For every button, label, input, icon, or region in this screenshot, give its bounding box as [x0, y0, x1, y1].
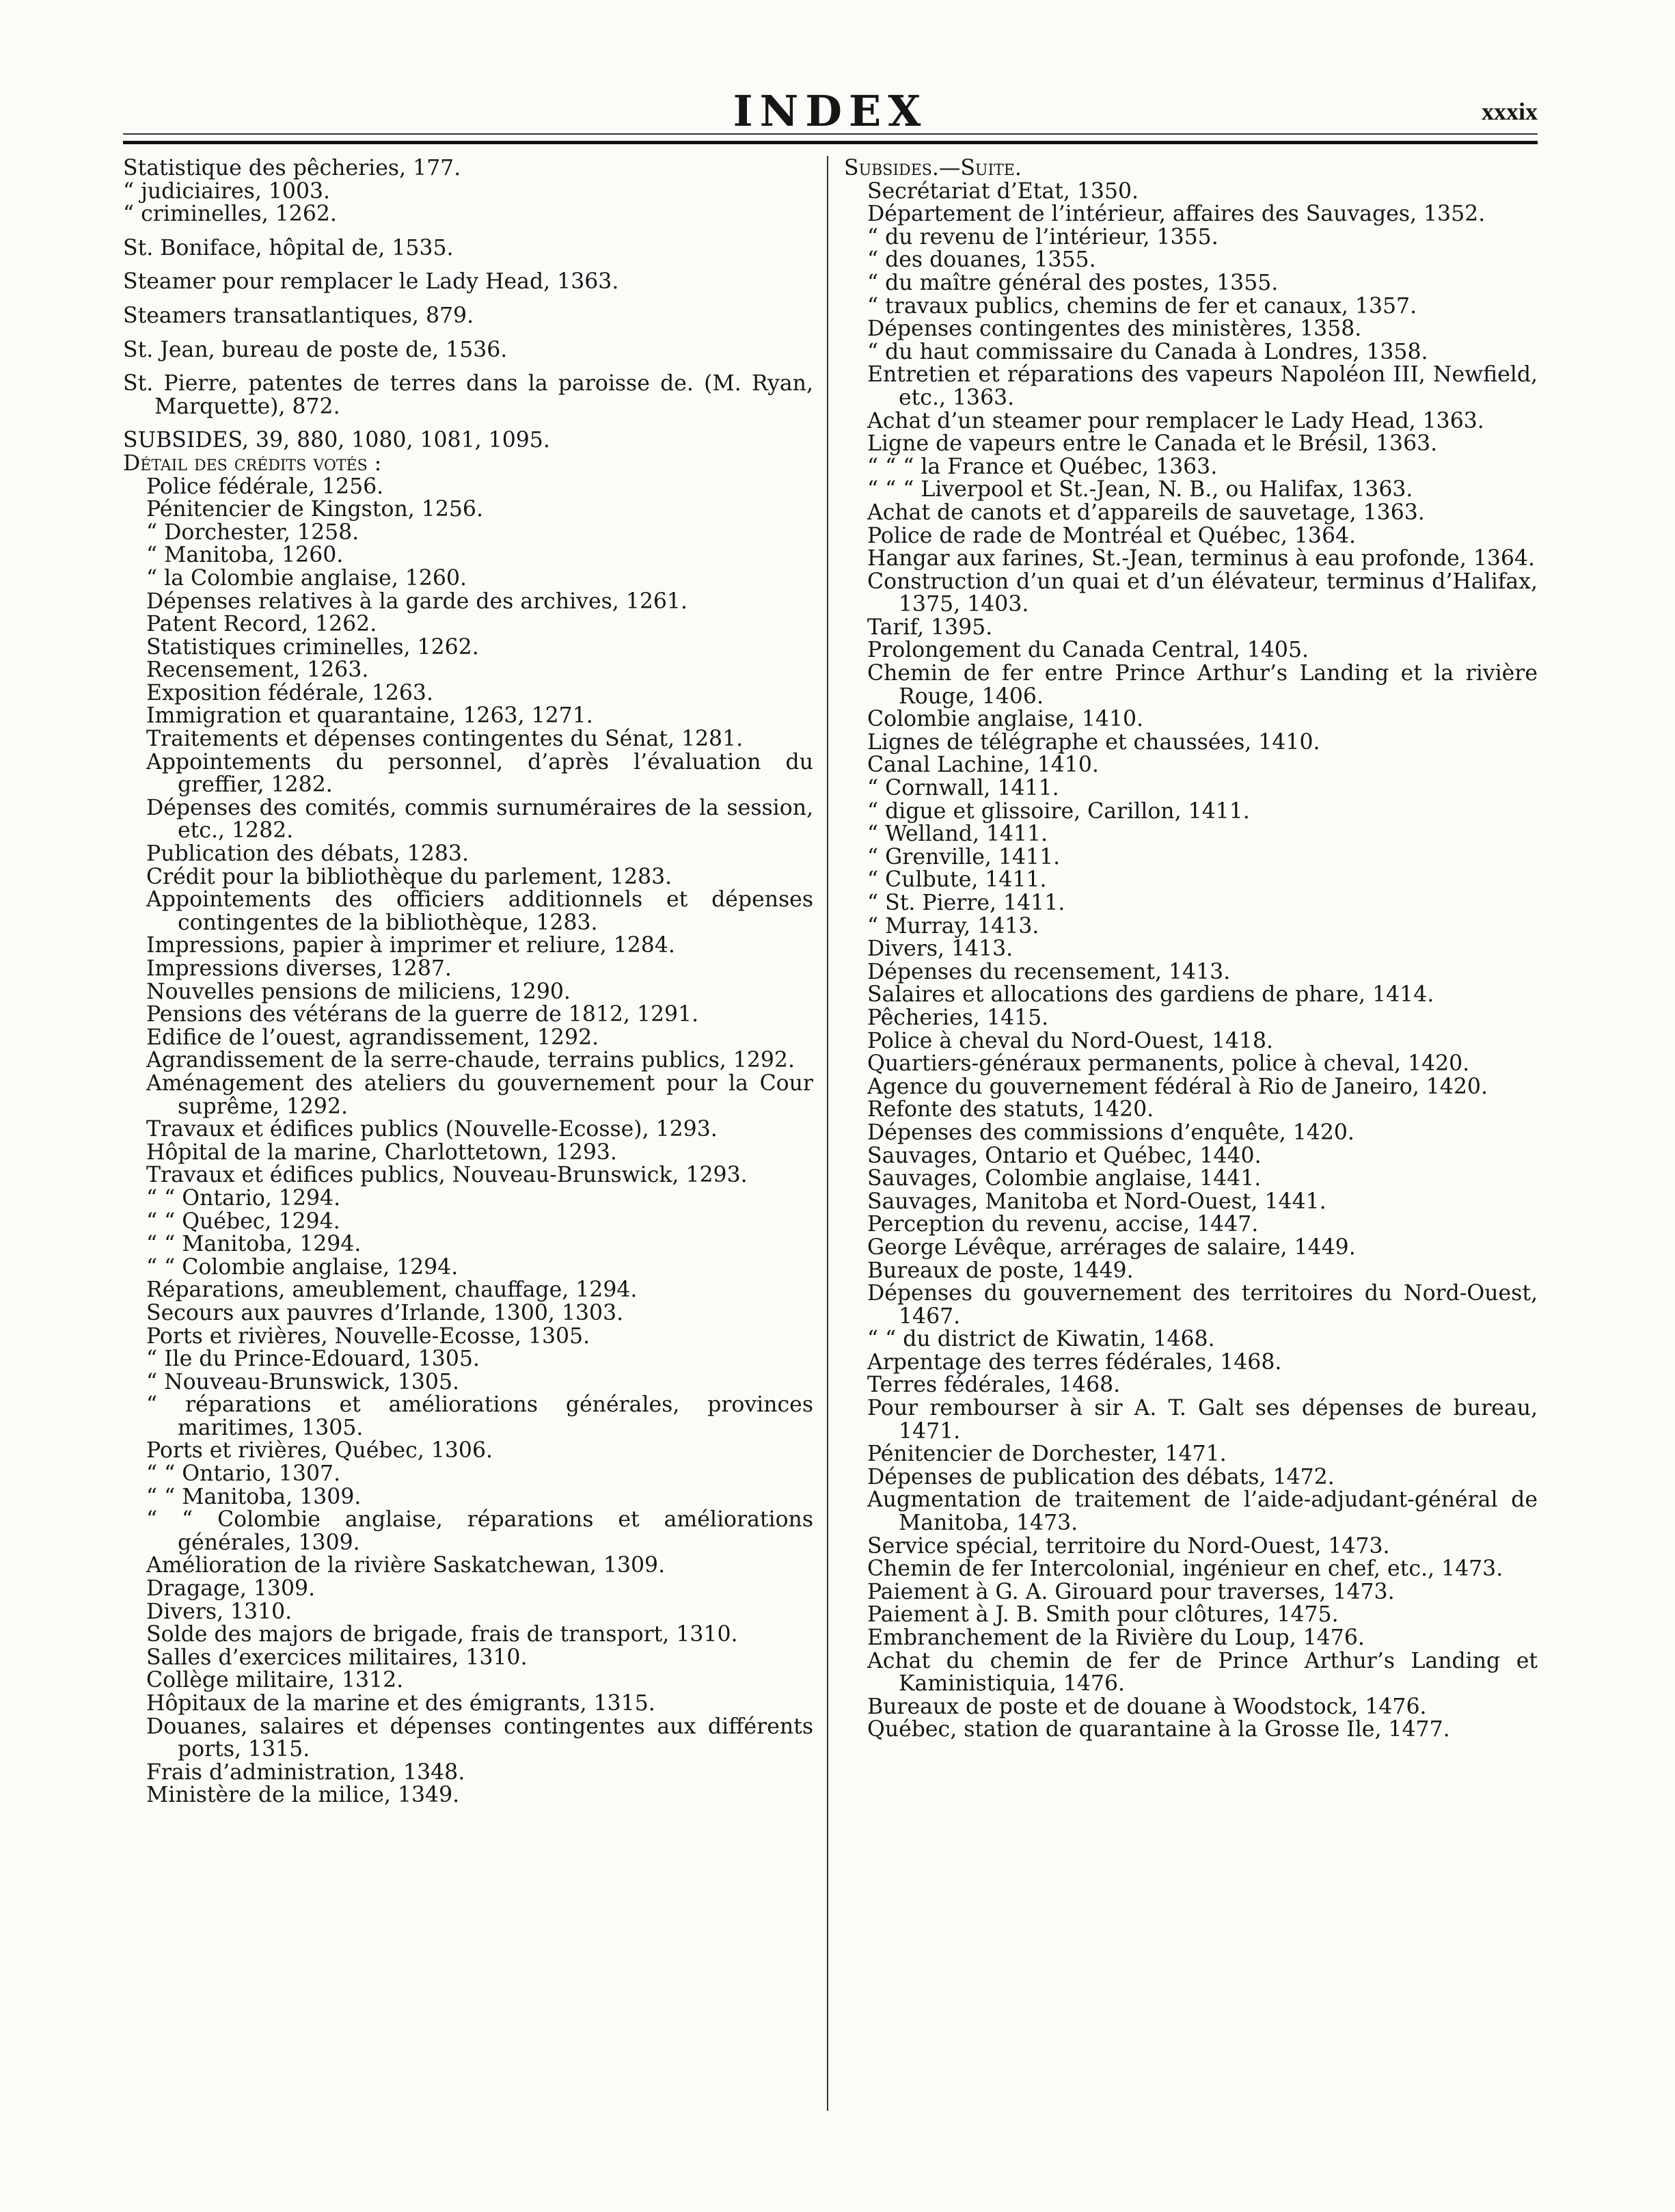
index-entry: Refonte des statuts, 1420. — [867, 1097, 1154, 1122]
index-entry: Détail des crédits votés : — [123, 450, 382, 476]
index-entry: Terres fédérales, 1468. — [867, 1373, 1121, 1398]
index-entry: Arpentage des terres fédérales, 1468. — [867, 1349, 1282, 1375]
index-entry: St. Pierre, patentes de terres dans la paroisse de. (M. Ryan, Marquette), 872. — [123, 371, 813, 419]
index-entry: Hôpitaux de la marine et des émigrants, 1315. — [146, 1691, 655, 1716]
page-number: xxxix — [1481, 98, 1538, 125]
index-entry: Nouvelles pensions de miliciens, 1290. — [146, 979, 571, 1004]
index-entry: Steamer pour remplacer le Lady Head, 1363. — [123, 269, 619, 295]
index-entry: Entretien et réparations des vapeurs Napoléon III, Newfield, etc., 1363. — [867, 362, 1538, 410]
index-entry: Police à cheval du Nord-Ouest, 1418. — [867, 1028, 1273, 1053]
index-entry: Hangar aux farines, St.-Jean, terminus à eau profonde, 1364. — [867, 546, 1536, 571]
index-entry: Québec, station de quarantaine à la Grosse Ile, 1477. — [867, 1717, 1450, 1742]
index-entry: Tarif, 1395. — [867, 615, 993, 640]
index-entry: “ St. Pierre, 1411. — [867, 891, 1065, 915]
index-entry: Solde des majors de brigade, frais de transport, 1310. — [146, 1622, 738, 1647]
index-entry: Agence du gouvernement fédéral à Rio de Janeiro, 1420. — [867, 1074, 1488, 1099]
index-entry: Hôpital de la marine, Charlottetown, 1293. — [146, 1139, 617, 1165]
index-entry: Dépenses du recensement, 1413. — [867, 959, 1231, 984]
index-entry: Pensions des vétérans de la guerre de 1812, 1291. — [146, 1002, 699, 1027]
index-entry: “ “ Québec, 1294. — [146, 1209, 340, 1234]
index-entry: Secours aux pauvres d’Irlande, 1300, 1303. — [146, 1300, 624, 1325]
index-entry: Impressions, papier à imprimer et reliure, 1284. — [146, 933, 675, 958]
index-entry: Recensement, 1263. — [146, 658, 369, 683]
index-entry: Impressions diverses, 1287. — [146, 956, 452, 981]
index-entry: Ports et rivières, Québec, 1306. — [146, 1438, 493, 1464]
index-entry: Dépenses contingentes des ministères, 1358. — [867, 316, 1362, 342]
index-entry: Sauvages, Manitoba et Nord-Ouest, 1441. — [867, 1189, 1326, 1214]
index-entry: Augmentation de traitement de l’aide-adjudant-général de Manitoba, 1473. — [867, 1487, 1538, 1536]
index-entry: “ “ du district de Kiwatin, 1468. — [867, 1327, 1215, 1352]
index-entry: Appointements des officiers additionnels et dépenses contingentes de la bibliothèque, 1283. — [146, 887, 813, 935]
index-entry: Aménagement des ateliers du gouvernement pour la Cour suprême, 1292. — [146, 1070, 813, 1119]
index-entry: Divers, 1413. — [867, 936, 1013, 962]
index-entry: Dépenses des comités, commis surnuméraires de la session, etc., 1282. — [146, 795, 813, 844]
index-entry: Ports et rivières, Nouvelle-Ecosse, 1305. — [146, 1323, 590, 1349]
index-entry: Traitements et dépenses contingentes du Sénat, 1281. — [146, 727, 744, 752]
index-entry: Salles d’exercices militaires, 1310. — [146, 1645, 528, 1670]
index-entry: Bureaux de poste et de douane à Woodstock, 1476. — [867, 1694, 1427, 1719]
index-entry: Travaux et édifices publics (Nouvelle-Ecosse), 1293. — [146, 1117, 718, 1142]
index-entry: Dépenses du gouvernement des territoires du Nord-Ouest, 1467. — [867, 1281, 1538, 1329]
index-entry: Crédit pour la bibliothèque du parlement, 1283. — [146, 864, 672, 889]
index-entry: Lignes de télégraphe et chaussées, 1410. — [867, 729, 1320, 755]
index-entry: Chemin de fer Intercolonial, ingénieur en chef, etc., 1473. — [867, 1556, 1503, 1582]
index-entry: “ “ Colombie anglaise, 1294. — [146, 1254, 459, 1280]
index-entry: Achat du chemin de fer de Prince Arthur’s Landing et Kaministiquia, 1476. — [867, 1648, 1538, 1697]
index-entry: Service spécial, territoire du Nord-Ouest, 1473. — [867, 1533, 1390, 1559]
index-entry: Paiement à J. B. Smith pour clôtures, 1475. — [867, 1602, 1339, 1628]
index-entry: “ Nouveau-Brunswick, 1305. — [146, 1369, 459, 1394]
index-entry: Réparations, ameublement, chauffage, 1294. — [146, 1278, 638, 1303]
index-entry: Police fédérale, 1256. — [146, 474, 384, 499]
index-entry: Dépenses relatives à la garde des archives, 1261. — [146, 589, 687, 614]
index-entry: Travaux et édifices publics, Nouveau-Brunswick, 1293. — [146, 1163, 748, 1188]
index-entry: Frais d’administration, 1348. — [146, 1759, 465, 1785]
page-title: INDEX — [733, 86, 928, 136]
index-entry: “ judiciaires, 1003. — [123, 178, 331, 204]
index-entry: Département de l’intérieur, affaires des Sauvages, 1352. — [867, 202, 1486, 227]
index-entry: Pénitencier de Dorchester, 1471. — [867, 1442, 1227, 1467]
index-entry: Immigration et quarantaine, 1263, 1271. — [146, 703, 593, 729]
index-entry: Pêcheries, 1415. — [867, 1005, 1049, 1030]
index-entry: “ la Colombie anglaise, 1260. — [146, 565, 467, 591]
index-entry: Appointements du personnel, d’après l’évaluation du greffier, 1282. — [146, 749, 813, 798]
index-entry: “ du revenu de l’intérieur, 1355. — [867, 224, 1218, 249]
index-entry: Achat de canots et d’appareils de sauvetage, 1363. — [867, 500, 1425, 525]
index-entry: Bureaux de poste, 1449. — [867, 1258, 1134, 1283]
header-rule-thick — [123, 141, 1538, 144]
index-entry: Collège militaire, 1312. — [146, 1668, 404, 1693]
index-entry: “ réparations et améliorations générales, provinces maritimes, 1305. — [146, 1392, 813, 1440]
index-entry: Dépenses des commissions d’enquête, 1420. — [867, 1120, 1354, 1145]
index-entry: “ criminelles, 1262. — [123, 202, 337, 227]
index-entry: Pour rembourser à sir A. T. Galt ses dépenses de bureau, 1471. — [867, 1396, 1538, 1444]
index-entry: Secrétariat d’Etat, 1350. — [867, 178, 1139, 204]
index-entry: Chemin de fer entre Prince Arthur’s Landing et la rivière Rouge, 1406. — [867, 661, 1538, 709]
index-entry: Ligne de vapeurs entre le Canada et le Brésil, 1363. — [867, 431, 1438, 457]
header-rule-thin — [123, 133, 1538, 135]
index-entry: Embranchement de la Rivière du Loup, 1476. — [867, 1626, 1365, 1650]
index-entry: Ministère de la milice, 1349. — [146, 1783, 460, 1808]
index-entry: “ Dorchester, 1258. — [146, 520, 359, 545]
index-entry: “ du haut commissaire du Canada à Londres, 1358. — [867, 339, 1428, 364]
index-entry: “ du maître général des postes, 1355. — [867, 270, 1279, 295]
index-entry: Amélioration de la rivière Saskatchewan, 1309. — [146, 1553, 666, 1578]
index-entry: Statistique des pêcheries, 177. — [123, 156, 461, 180]
index-entry: Divers, 1310. — [146, 1599, 292, 1624]
index-entry: Prolongement du Canada Central, 1405. — [867, 638, 1309, 663]
index-entry: Dragage, 1309. — [146, 1576, 316, 1602]
column-divider — [827, 156, 828, 2111]
index-entry: Dépenses de publication des débats, 1472. — [867, 1464, 1335, 1489]
index-column-right — [844, 157, 1538, 2140]
index-entry: “ Culbute, 1411. — [867, 867, 1047, 893]
index-entry: Colombie anglaise, 1410. — [867, 707, 1144, 732]
index-entry: Agrandissement de la serre-chaude, terrains publics, 1292. — [146, 1048, 795, 1073]
index-entry: “ Murray, 1413. — [867, 913, 1039, 939]
index-entry: SUBSIDES, 39, 880, 1080, 1081, 1095. — [123, 428, 550, 453]
index-entry: Exposition fédérale, 1263. — [146, 680, 433, 705]
index-entry: “ des douanes, 1355. — [867, 247, 1096, 273]
index-entry: “ Ile du Prince-Edouard, 1305. — [146, 1347, 480, 1372]
index-entry: St. Boniface, hôpital de, 1535. — [123, 235, 454, 260]
index-entry: Police de rade de Montréal et Québec, 1364. — [867, 523, 1357, 548]
index-entry: Achat d’un steamer pour remplacer le Lady Head, 1363. — [867, 408, 1484, 433]
index-entry: Publication des débats, 1283. — [146, 841, 469, 867]
index-entry: Subsides.—Suite. — [844, 156, 1022, 180]
index-entry: St. Jean, bureau de poste de, 1536. — [123, 337, 508, 362]
index-entry: Statistiques criminelles, 1262. — [146, 634, 479, 660]
index-entry: Paiement à G. A. Girouard pour traverses, 1473. — [867, 1579, 1395, 1604]
index-entry: Edifice de l’ouest, agrandissement, 1292. — [146, 1025, 599, 1050]
index-entry: Perception du revenu, accise, 1447. — [867, 1212, 1259, 1237]
index-entry: “ “ Colombie anglaise, réparations et améliorations générales, 1309. — [146, 1507, 813, 1555]
index-entry: “ “ “ la France et Québec, 1363. — [867, 454, 1218, 479]
index-entry: Steamers transatlantiques, 879. — [123, 303, 474, 328]
index-entry: “ digue et glissoire, Carillon, 1411. — [867, 798, 1250, 824]
index-entry: “ “ “ Liverpool et St.-Jean, N. B., ou Halifax, 1363. — [867, 477, 1413, 502]
index-entry: “ “ Ontario, 1307. — [146, 1461, 341, 1487]
index-entry: “ “ Manitoba, 1294. — [146, 1232, 362, 1257]
index-entry: “ travaux publics, chemins de fer et canaux, 1357. — [867, 293, 1417, 319]
index-entry: Pénitencier de Kingston, 1256. — [146, 497, 483, 522]
index-column-left — [123, 157, 813, 2140]
index-entry: Sauvages, Ontario et Québec, 1440. — [867, 1143, 1262, 1168]
index-entry: “ “ Manitoba, 1309. — [146, 1484, 362, 1509]
index-entry: “ Grenville, 1411. — [867, 844, 1061, 869]
index-entry: Construction d’un quai et d’un élévateur, terminus d’Halifax, 1375, 1403. — [867, 569, 1538, 617]
index-entry: “ Cornwall, 1411. — [867, 776, 1059, 801]
index-entry: Sauvages, Colombie anglaise, 1441. — [867, 1166, 1262, 1191]
index-entry: “ Manitoba, 1260. — [146, 543, 344, 568]
index-entry: “ “ Ontario, 1294. — [146, 1185, 341, 1211]
index-entry: Patent Record, 1262. — [146, 612, 377, 637]
index-entry: Douanes, salaires et dépenses contingentes aux différents ports, 1315. — [146, 1714, 813, 1762]
index-entry: “ Welland, 1411. — [867, 822, 1048, 847]
index-entry: George Lévêque, arrérages de salaire, 1449. — [867, 1235, 1356, 1260]
index-entry: Canal Lachine, 1410. — [867, 753, 1099, 778]
index-entry: Salaires et allocations des gardiens de phare, 1414. — [867, 982, 1434, 1008]
index-entry: Quartiers-généraux permanents, police à cheval, 1420. — [867, 1051, 1470, 1077]
